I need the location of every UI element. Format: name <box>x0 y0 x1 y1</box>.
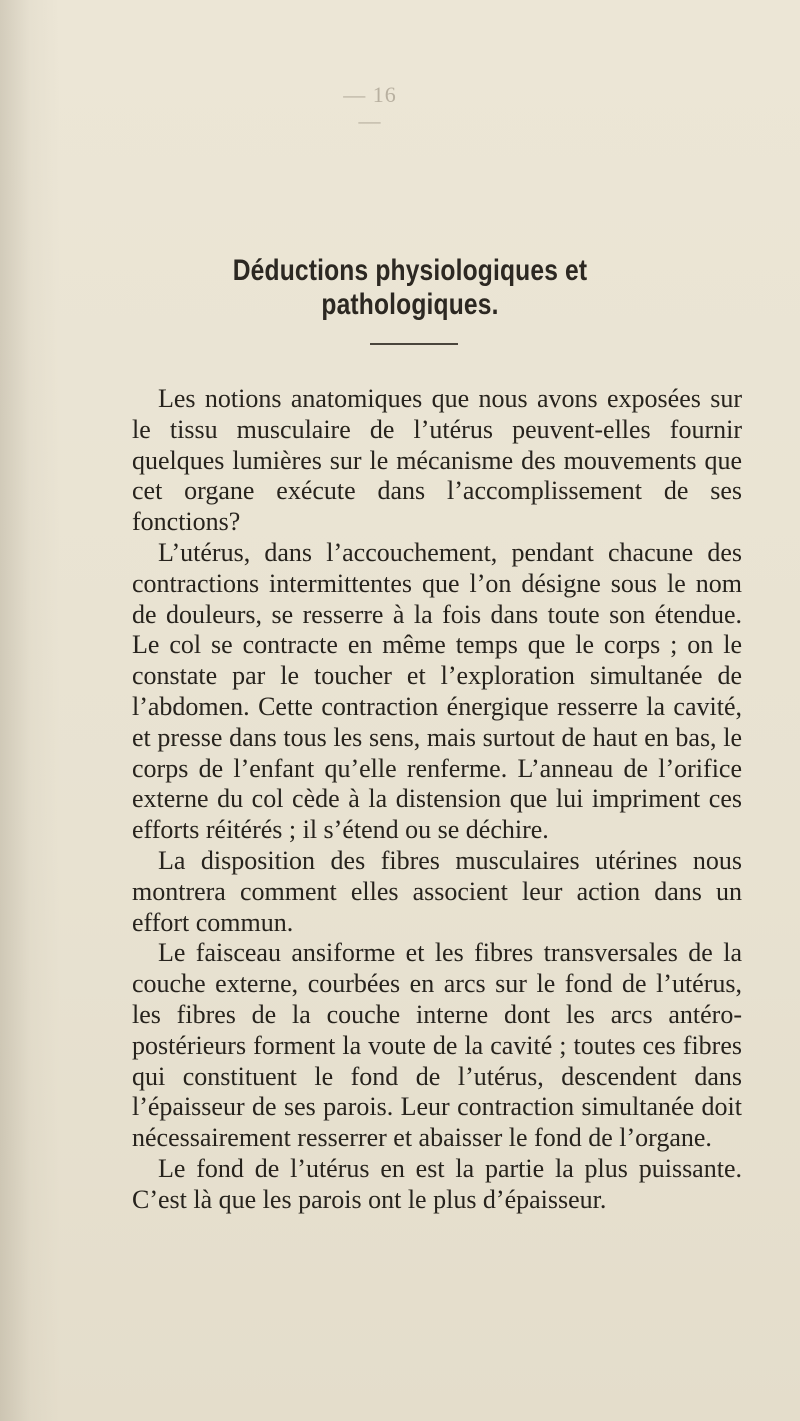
body-text <box>132 384 742 1216</box>
section-heading: Déductions physiologiques et pathologiques. <box>232 254 588 321</box>
heading-rule <box>370 343 458 345</box>
paragraph: L’utérus, dans l’accouchement, pendant chacune des contractions intermittentes que l’on désigne sous le nom de douleurs, se resserre à la fois dans toute son étendue. Le col se contracte en même temps que le corps ; on le constate par le toucher et l’exploration simultanée de l’abdomen. Cette contraction énergique resserre la cavité, et presse dans tous les sens, mais surtout de haut en bas, le corps de l’enfant qu’elle renferme. L’anneau de l’orifice externe du col cède à la distension que lui impriment ces efforts réitérés ; il s’étend ou se déchire. <box>132 537 742 845</box>
paragraph: La disposition des fibres musculaires utérines nous montrera comment elles associent leur action dans un effort commun. <box>132 845 742 937</box>
paragraph: Le fond de l’utérus en est la partie la plus puissante. C’est là que les parois ont le plus d’épaisseur. <box>132 1153 742 1214</box>
page-number: — 16 — <box>343 82 397 133</box>
paragraph: Le faisceau ansiforme et les fibres transversales de la couche externe, courbées en arcs sur le fond de l’utérus, les fibres de la couche interne dont les arcs antéro-postérieurs forment la voute de la cavité ; toutes ces fibres qui constituent le fond de l’utérus, descendent dans l’épaisseur de ses parois. Leur contraction simultanée doit nécessairement resserrer et abaisser le fond de l’organe. <box>132 938 742 1153</box>
paragraph: Les notions anatomiques que nous avons exposées sur le tissu musculaire de l’utérus peuvent-elles fournir quelques lumières sur le mécanisme des mouvements que cet organe exécute dans l’accomplissement de ses fonctions? <box>132 384 742 537</box>
